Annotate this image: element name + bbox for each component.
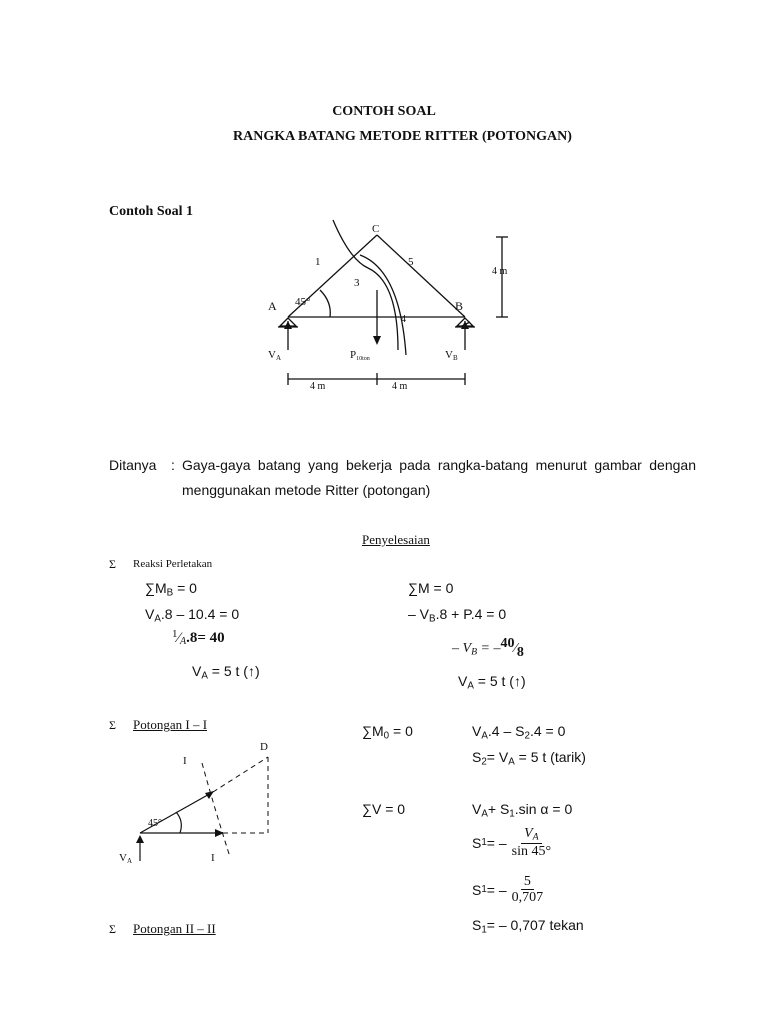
eq-s2-result: $S_2= V_A = 5$ t (tarik) (472, 749, 586, 768)
member-4-label: 4 (401, 314, 406, 325)
eq-sum-v: ∑V = 0 (362, 801, 406, 817)
member-3-label: 3 (354, 277, 360, 289)
eq-sum-mb: $\sum M_B = 0$ (145, 580, 197, 599)
eq-s1-numeric: S 1 = – $\frac{5}{0,707}$ (472, 874, 544, 906)
node-c-label: C (372, 223, 380, 235)
section-1-figure (110, 735, 290, 870)
solution-heading: Penyelesaian (362, 532, 430, 547)
cut-line-1 (333, 220, 398, 350)
sigma-bullet: Σ (109, 718, 116, 732)
height-label: 4 m (492, 266, 508, 277)
sigma-bullet: Σ (109, 557, 116, 571)
question-label: Ditanya (109, 457, 157, 473)
span-left-label: 4 m (310, 381, 326, 392)
question-colon: : (171, 457, 175, 473)
eq-sum-m: ∑M = 0 (408, 580, 454, 596)
cut-label-top: I (183, 755, 187, 767)
reaction-title: Reaksi Perletakan (133, 558, 213, 570)
cut-line (202, 763, 230, 857)
dashed-member-top (213, 757, 268, 792)
eq-va-result-right: $V_A = 5$ t (↑) (458, 673, 526, 692)
eq-va-fraction: $^1$⁄A.8= 40 (172, 628, 225, 647)
eq-vb-fraction: – $V_B$ = –40⁄8 (452, 636, 524, 660)
angle-label: 45° (295, 296, 311, 308)
eq-sum-m0: $\sum M_0 = 0$ (362, 723, 413, 742)
eq-s1-result: $S_1= - 0,707$ tekan (472, 917, 584, 936)
cut-label-bottom: I (211, 852, 215, 864)
page-title: CONTOH SOAL (332, 104, 436, 119)
svg-text:VA: VA (268, 349, 282, 362)
eq-vb-moment: – $V_B.8 + P.4 = 0$ (408, 606, 507, 625)
question-line-1: Gaya-gaya batang yang bekerja pada rangka-batang menurut gambar dengan (182, 457, 696, 473)
angle-arc (176, 812, 181, 833)
node-d-label: D (260, 741, 268, 753)
vb-label: V (445, 349, 453, 361)
truss-figure (250, 210, 540, 400)
eq-s1-fraction: S 1 = – $\frac{V_A}{\sin 45^\circ}$ (472, 826, 552, 860)
va-label: V (119, 852, 127, 864)
sigma-bullet: Σ (109, 922, 116, 936)
node-b-label: B (455, 299, 464, 313)
member-right-diagonal (377, 235, 465, 317)
member-1-label: 1 (315, 256, 321, 268)
page-subtitle: RANGKA BATANG METODE RITTER (POTONGAN) (233, 129, 572, 144)
section-2-title: Potongan II – II (133, 921, 216, 936)
svg-text:VA: VA (119, 852, 133, 865)
load-label: P (350, 349, 357, 361)
example-heading: Contoh Soal 1 (109, 204, 194, 219)
node-a-label: A (268, 299, 277, 313)
cut-line-2 (360, 255, 406, 355)
eq-moment-s2: $V_A.4 - S_2.4 = 0$ (472, 723, 566, 742)
span-right-label: 4 m (392, 381, 408, 392)
svg-text:P10ton: P10ton (350, 349, 370, 362)
svg-text:VB: VB (445, 349, 458, 362)
angle-arc (320, 290, 330, 317)
eq-va-result: $V_A = 5$ t (↑) (192, 663, 260, 682)
section-1-title: Potongan I – I (133, 717, 208, 732)
angle-label: 45° (148, 818, 162, 829)
member-5-label: 5 (408, 256, 414, 268)
question-line-2: menggunakan metode Ritter (potongan) (182, 482, 431, 498)
va-label: V (268, 349, 276, 361)
eq-va-moment: $V_A.8 - 10.4 = 0$ (145, 606, 240, 625)
eq-vertical: $V_A+ S_1.\sin$ α = 0 (472, 801, 573, 820)
